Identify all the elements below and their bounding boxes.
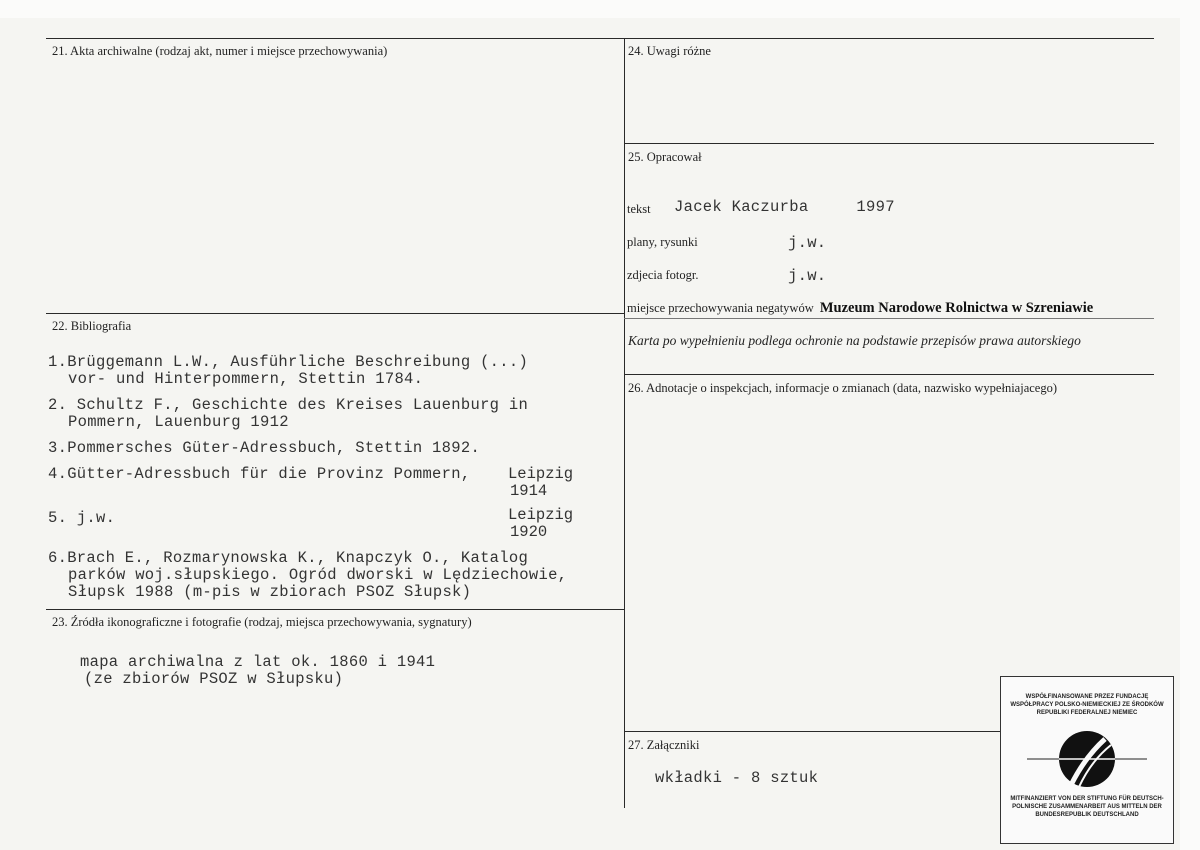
iconography-line-2: (ze zbiorów PSOZ w Słupsku)	[84, 670, 344, 688]
bibliography-item-2	[48, 397, 528, 431]
section-22-label: 22. Bibliografia	[52, 319, 132, 333]
bib-2-line1: 2. Schultz F., Geschichte des Kreises Lauenburg in	[48, 396, 529, 414]
negatywy-label	[627, 300, 1093, 317]
rule-24-25	[624, 143, 1154, 144]
bib-6-line3: Słupsk 1988 (m-pis w zbiorach PSOZ Słupsk)	[68, 583, 472, 601]
section-26-label: 26. Adnotacje o inspekcjach, informacje o zmianach (data, nazwisko wypełniajacego)	[628, 381, 1057, 395]
bibliography-item-5	[48, 510, 115, 527]
plany-label: plany, rysunki	[627, 235, 698, 249]
negatywy-label-text: miejsce przechowywania negatywów	[627, 301, 814, 315]
iconography-line-1: mapa archiwalna z lat ok. 1860 i 1941	[80, 653, 436, 671]
rule-22-23	[46, 609, 624, 610]
copyright-note: Karta po wypełnieniu podlega ochronie na podstawie przepisów prawa autorskiego	[628, 333, 1081, 348]
section-23-label: 23. Źródła ikonograficzne i fotografie (rodzaj, miejsca przechowywania, sygnatury)	[52, 615, 472, 629]
bibliography-item-1	[48, 354, 528, 388]
rule-26-27	[624, 731, 1000, 732]
bibliography-item-3	[48, 440, 480, 457]
bib-1-line1: 1.Brüggemann L.W., Ausführliche Beschreibung (...)	[48, 353, 529, 371]
rule-25-26	[624, 374, 1154, 375]
attachments-value: wkładki - 8 sztuk	[655, 769, 819, 787]
bib-4-year: 1914	[510, 482, 548, 500]
bib-6-line2: parków woj.słupskiego. Ogród dworski w Lędziechowie,	[68, 566, 568, 584]
center-divider	[624, 38, 625, 808]
rule-21-22	[46, 313, 624, 314]
page-top-edge	[0, 0, 1200, 18]
rule-25-inner	[624, 318, 1154, 319]
tekst-value: Jacek Kaczurba 1997	[674, 198, 895, 216]
page-right-edge	[1180, 0, 1200, 850]
bib-2-line2: Pommern, Lauenburg 1912	[68, 413, 289, 431]
globe-road-logo-icon	[1027, 727, 1147, 791]
bib-3-line1: 3.Pommersches Güter-Adressbuch, Stettin 1892.	[48, 439, 481, 457]
section-21-label: 21. Akta archiwalne (rodzaj akt, numer i miejsce przechowywania)	[52, 44, 388, 58]
bib-6-line1: 6.Brach E., Rozmarynowska K., Knapczyk O., Katalog	[48, 549, 529, 567]
bib-4-line1: 4.Gütter-Adressbuch für die Provinz Pommern,	[48, 465, 471, 483]
bibliography-item-4	[48, 466, 470, 483]
sponsor-top-text: WSPÓŁFINANSOWANE PRZEZ FUNDACJĘ WSPÓŁPRACY POLSKO-NIEMIECKIEJ ZE ŚRODKÓW REPUBLIKI FEDERALNEJ NIEMIEC	[1010, 694, 1164, 716]
zdjecia-label: zdjecia fotogr.	[627, 268, 699, 282]
section-25-label: 25. Opracował	[628, 150, 702, 164]
zdjecia-value: j.w.	[788, 267, 827, 285]
sponsor-box	[1000, 676, 1174, 844]
section-24-label: 24. Uwagi różne	[628, 44, 711, 58]
bib-5-place: Leipzig	[508, 506, 574, 524]
bib-5-line1: 5. j.w.	[48, 509, 116, 527]
negatywy-value: Muzeum Narodowe Rolnictwa w Szreniawie	[819, 300, 1094, 316]
bib-1-line2: vor- und Hinterpommern, Stettin 1784.	[68, 370, 424, 388]
bib-5-year: 1920	[510, 523, 548, 541]
top-rule	[46, 38, 1154, 39]
section-27-label: 27. Załączniki	[628, 738, 700, 752]
bib-4-place: Leipzig	[508, 465, 574, 483]
tekst-label: tekst	[627, 202, 651, 216]
sponsor-bottom-text: MITFINANZIERT VON DER STIFTUNG FÜR DEUTSCH-POLNISCHE ZUSAMMENARBEIT AUS MITTELN DER BUNDESREPUBLIK DEUTSCHLAND	[1010, 796, 1164, 818]
bibliography-item-6	[48, 550, 567, 601]
plany-value: j.w.	[788, 234, 827, 252]
